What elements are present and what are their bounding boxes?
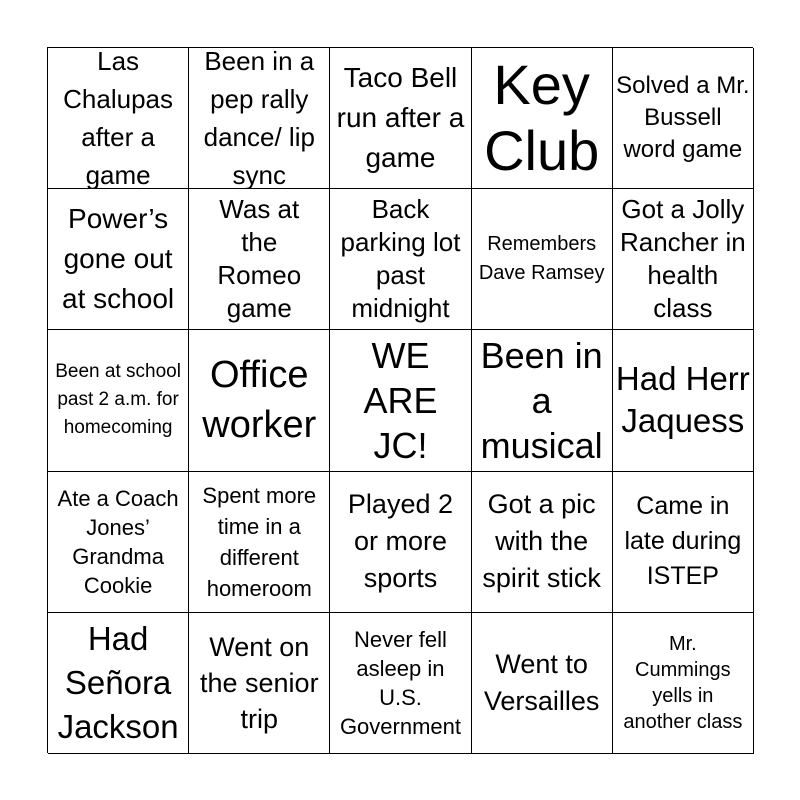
bingo-cell[interactable]: [330, 472, 471, 613]
bingo-cell-text: Never fell asleep in U.S. Government: [339, 626, 461, 739]
bingo-cell-text: Came in late during ISTEP: [624, 492, 742, 591]
bingo-cell[interactable]: [330, 48, 471, 189]
bingo-cell[interactable]: [613, 472, 754, 613]
bingo-cell-text: Had Señora Jackson: [57, 619, 179, 745]
bingo-cell-text: WE ARE JC!: [363, 334, 438, 466]
bingo-cell[interactable]: [48, 330, 189, 471]
bingo-cell-text: Was at the Romeo game: [217, 194, 302, 324]
bingo-cell-text: Had Herr Jaquess: [615, 360, 750, 440]
bingo-cell[interactable]: [48, 48, 189, 189]
bingo-cell[interactable]: [613, 613, 754, 754]
bingo-board: [47, 47, 753, 753]
bingo-cell[interactable]: [330, 330, 471, 471]
bingo-cell[interactable]: [472, 330, 613, 471]
bingo-cell[interactable]: [330, 189, 471, 330]
bingo-cell-text: Ate a Coach Jones’ Grandma Cookie: [57, 485, 179, 598]
bingo-cell[interactable]: [613, 48, 754, 189]
bingo-cell-text: Power’s gone out at school: [62, 203, 175, 315]
bingo-cell-text: Been in a pep rally dance/ lip sync: [203, 48, 315, 190]
bingo-cell-text: Got a Jolly Rancher in health class: [619, 194, 746, 324]
bingo-cell-text: Been at school past 2 a.m. for homecoming: [55, 361, 181, 439]
bingo-cell-text: Taco Bell run after a game: [336, 62, 465, 174]
bingo-cell-text: Key Club: [484, 53, 600, 183]
bingo-cell[interactable]: [189, 472, 330, 613]
bingo-cell[interactable]: [330, 613, 471, 754]
bingo-cell-text: Played 2 or more sports: [347, 489, 453, 594]
bingo-cell[interactable]: [613, 189, 754, 330]
bingo-cell[interactable]: [189, 189, 330, 330]
bingo-cell[interactable]: [189, 330, 330, 471]
bingo-cell-text: Remembers Dave Ramsey: [478, 233, 605, 285]
bingo-cell-text: Back parking lot past midnight: [340, 194, 461, 324]
bingo-cell[interactable]: [189, 613, 330, 754]
bingo-cell[interactable]: [48, 613, 189, 754]
bingo-cell[interactable]: [48, 472, 189, 613]
bingo-cell[interactable]: [472, 189, 613, 330]
bingo-cell[interactable]: [472, 48, 613, 189]
bingo-cell-text: Mr. Cummings yells in another class: [623, 632, 743, 733]
bingo-cell-text: Went on the senior trip: [199, 631, 319, 734]
bingo-cell[interactable]: [472, 613, 613, 754]
bingo-cell-text: Solved a Mr. Bussell word game: [616, 72, 750, 164]
bingo-cell-text: Got a pic with the spirit stick: [482, 489, 601, 594]
bingo-cell[interactable]: [48, 189, 189, 330]
bingo-cell-text: Office worker: [202, 354, 317, 447]
bingo-cell-text: Been in a musical: [480, 334, 603, 466]
bingo-cell[interactable]: [189, 48, 330, 189]
bingo-cell[interactable]: [472, 472, 613, 613]
bingo-cell-text: Spent more time in a different homeroom: [202, 482, 317, 601]
bingo-cell-text: Went to Versailles: [483, 648, 600, 716]
bingo-cell[interactable]: [613, 330, 754, 471]
bingo-cell-text: Las Chalupas after a game: [63, 48, 174, 190]
